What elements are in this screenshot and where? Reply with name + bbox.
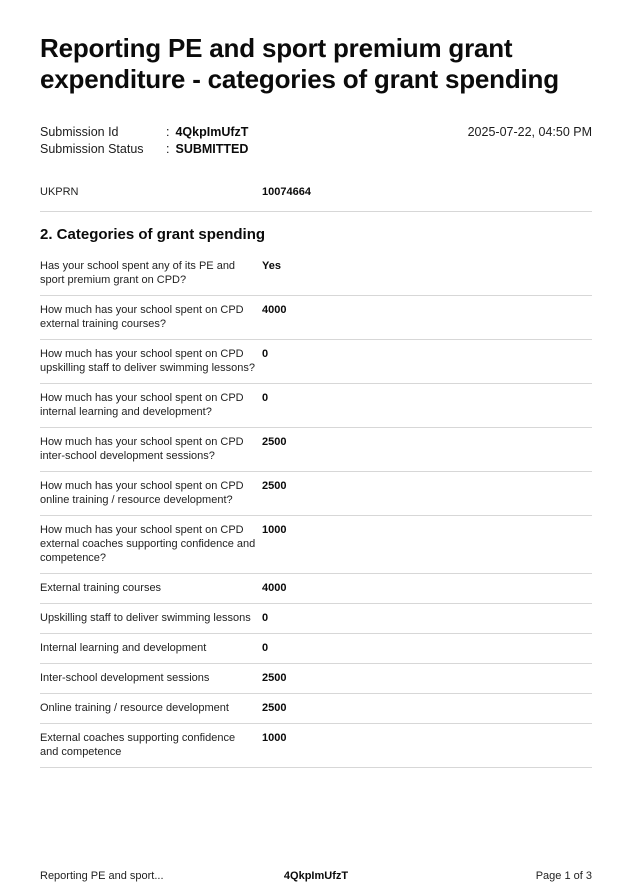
submission-status-value-cell	[166, 141, 592, 158]
submission-id-colon: :	[166, 125, 170, 139]
answer-value: 0	[262, 348, 269, 360]
page-footer	[40, 870, 592, 882]
submission-id-label: Submission Id	[40, 125, 119, 139]
question-text: How much has your school spent on CPD inter-school development sessions?	[40, 436, 244, 462]
footer-page-number: Page 1 of 3	[535, 870, 592, 882]
answer-value: 0	[262, 392, 269, 404]
question-text: How much has your school spent on CPD online training / resource development?	[40, 480, 244, 506]
submission-meta-block	[40, 124, 592, 158]
question-text: External training courses	[40, 582, 162, 594]
answer-value: 4000	[262, 304, 287, 316]
table-row	[40, 724, 592, 768]
question-text: How much has your school spent on CPD external training courses?	[40, 304, 244, 330]
table-row	[40, 472, 592, 516]
question-text: External coaches supporting confidence and competence	[40, 732, 236, 758]
report-content	[0, 33, 630, 768]
question-text: How much has your school spent on CPD internal learning and development?	[40, 392, 244, 418]
answer-value: 0	[262, 642, 269, 654]
section-heading: 2. Categories of grant spending	[40, 226, 266, 243]
question-text: Internal learning and development	[40, 642, 207, 654]
ukprn-label: UKPRN	[40, 186, 79, 198]
table-row	[40, 252, 592, 296]
question-text: Upskilling staff to deliver swimming lessons	[40, 612, 251, 624]
question-text: Has your school spent any of its PE and sport premium grant on CPD?	[40, 260, 236, 286]
table-row	[40, 296, 592, 340]
table-row	[40, 574, 592, 604]
question-text: How much has your school spent on CPD upskilling staff to deliver swimming lessons?	[40, 348, 255, 374]
qa-table	[40, 252, 592, 768]
table-row	[40, 340, 592, 384]
table-row	[40, 428, 592, 472]
submission-status-label: Submission Status	[40, 142, 144, 156]
table-row	[40, 664, 592, 694]
ukprn-value: 10074664	[262, 186, 311, 198]
table-row	[40, 516, 592, 574]
answer-value: 0	[262, 612, 269, 624]
question-text: Online training / resource development	[40, 702, 229, 714]
page-title: Reporting PE and sport premium grant expenditure - categories of grant spending	[40, 33, 559, 94]
submission-id-value: 4QkpImUfzT	[175, 125, 249, 139]
answer-value: 4000	[262, 582, 287, 594]
ukprn-row	[40, 185, 592, 212]
table-row	[40, 694, 592, 724]
answer-value: 1000	[262, 732, 287, 744]
table-row	[40, 634, 592, 664]
footer-document-title: Reporting PE and sport...	[40, 870, 164, 882]
answer-value: Yes	[262, 260, 281, 272]
question-text: Inter-school development sessions	[40, 672, 210, 684]
answer-value: 2500	[262, 436, 287, 448]
answer-value: 1000	[262, 524, 287, 536]
answer-value: 2500	[262, 480, 287, 492]
report-page	[0, 33, 630, 893]
submission-timestamp: 2025-07-22, 04:50 PM	[467, 125, 592, 139]
submission-status-value: SUBMITTED	[175, 142, 249, 156]
question-text: How much has your school spent on CPD external coaches supporting confidence and competence?	[40, 524, 256, 564]
footer-submission-id: 4QkpImUfzT	[283, 870, 349, 882]
table-row	[40, 604, 592, 634]
table-row	[40, 384, 592, 428]
answer-value: 2500	[262, 672, 287, 684]
answer-value: 2500	[262, 702, 287, 714]
submission-status-colon: :	[166, 142, 170, 156]
